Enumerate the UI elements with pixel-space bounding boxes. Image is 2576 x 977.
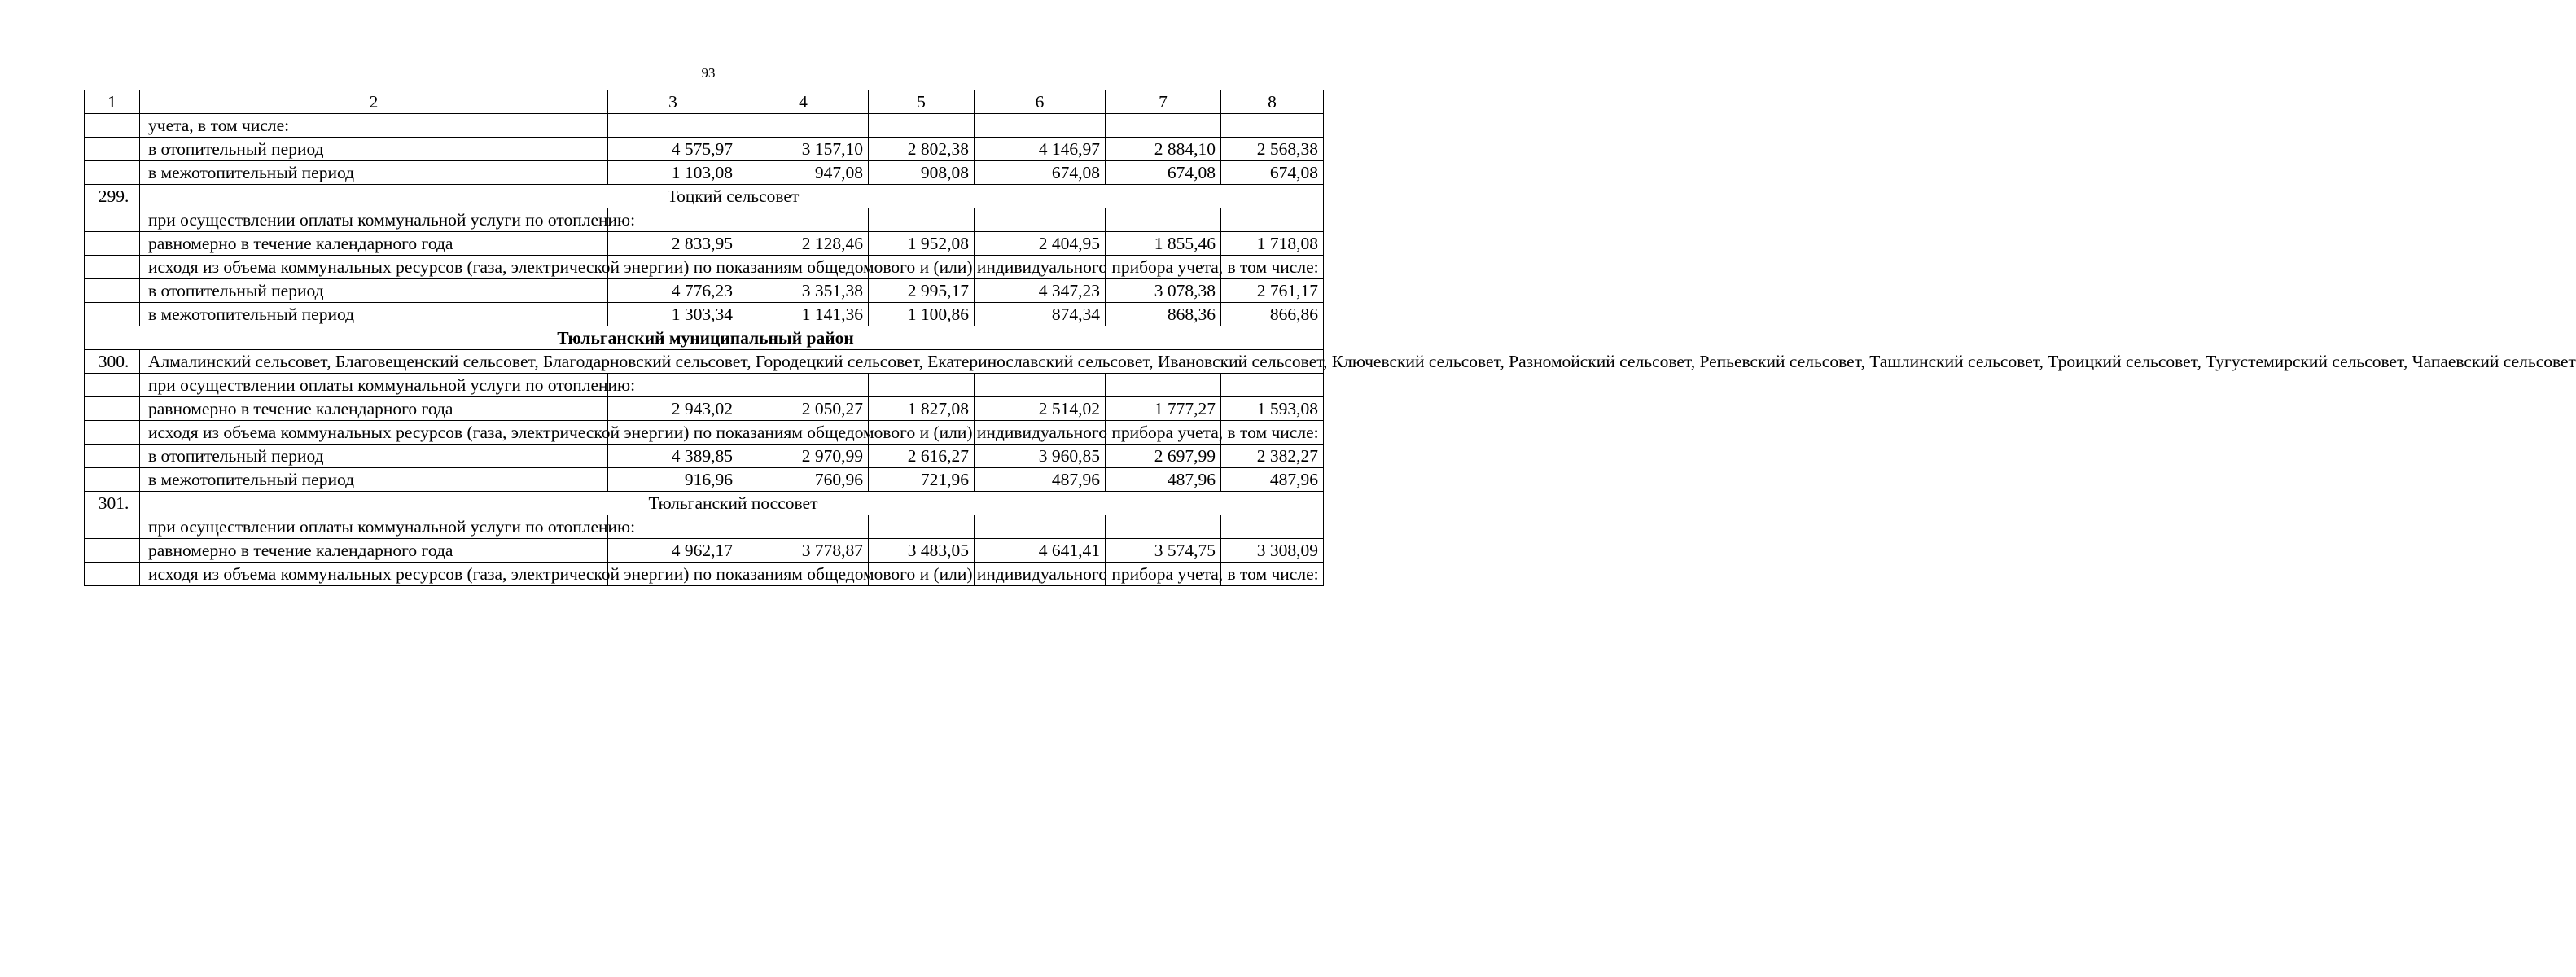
row-label: учета, в том числе:: [140, 114, 608, 138]
value-cell: 487,96: [1221, 468, 1324, 492]
header-cell: 2: [140, 90, 608, 114]
value-cell: 3 483,05: [869, 539, 975, 563]
value-cell: 674,08: [1221, 161, 1324, 185]
value-cell: [1221, 374, 1324, 397]
row-label: в отопительный период: [140, 445, 608, 468]
value-cell: 1 777,27: [1106, 397, 1221, 421]
table-row: [85, 303, 1324, 326]
row-number: [85, 232, 140, 256]
row-label: исходя из объема коммунальных ресурсов (газа, электрической энергии) по показаниям общедомового и (или) индивидуального прибора учета, в том числе:: [140, 563, 608, 586]
header-cell: 6: [975, 90, 1106, 114]
row-number: [85, 208, 140, 232]
value-cell: 3 157,10: [738, 138, 869, 161]
table-row: [85, 397, 1324, 421]
value-cell: [1106, 114, 1221, 138]
value-cell: 674,08: [975, 161, 1106, 185]
value-cell: [1221, 515, 1324, 539]
row-label: в отопительный период: [140, 279, 608, 303]
table-row: [85, 279, 1324, 303]
tariff-table: [84, 90, 2576, 586]
value-cell: 2 404,95: [975, 232, 1106, 256]
table-row: [85, 256, 1324, 279]
value-cell: 4 146,97: [975, 138, 1106, 161]
value-cell: [738, 208, 869, 232]
value-cell: 2 697,99: [1106, 445, 1221, 468]
value-cell: 2 616,27: [869, 445, 975, 468]
value-cell: 4 641,41: [975, 539, 1106, 563]
table-row: [85, 232, 1324, 256]
row-number: [85, 468, 140, 492]
section-title: Тоцкий сельсовет: [140, 185, 1324, 208]
value-cell: 1 827,08: [869, 397, 975, 421]
section-title: Тюльганский поссовет: [140, 492, 1324, 515]
header-cell: 4: [738, 90, 869, 114]
value-cell: 2 943,02: [608, 397, 738, 421]
header-cell: 3: [608, 90, 738, 114]
section-title: Алмалинский сельсовет, Благовещенский сельсовет, Благодарновский сельсовет, Городецкий сельсовет, Екатеринославский сельсовет, Ивановский сельсовет, Ключевский сельсовет, Разномойский сельсовет, Репьевский сельсовет, Ташлинский сельсовет, Троицкий сельсовет, Тугустемирский сельсовет, Чапаевский сельсовет: [140, 350, 1324, 374]
value-cell: 487,96: [1106, 468, 1221, 492]
value-cell: 3 778,87: [738, 539, 869, 563]
value-cell: 2 761,17: [1221, 279, 1324, 303]
table-row: [85, 114, 1324, 138]
header-row: [85, 90, 1324, 114]
table-row: [85, 563, 1324, 586]
row-number: [85, 515, 140, 539]
value-cell: 908,08: [869, 161, 975, 185]
value-cell: [738, 114, 869, 138]
value-cell: [738, 515, 869, 539]
value-cell: [1106, 515, 1221, 539]
table-row: [85, 445, 1324, 468]
value-cell: [975, 208, 1106, 232]
page-number: 93: [701, 65, 716, 81]
value-cell: 1 103,08: [608, 161, 738, 185]
value-cell: 760,96: [738, 468, 869, 492]
value-cell: 4 347,23: [975, 279, 1106, 303]
value-cell: 2 050,27: [738, 397, 869, 421]
table-row: [85, 421, 1324, 445]
row-label: исходя из объема коммунальных ресурсов (газа, электрической энергии) по показаниям общедомового и (или) индивидуального прибора учета, в том числе:: [140, 421, 608, 445]
value-cell: [869, 208, 975, 232]
value-cell: 2 833,95: [608, 232, 738, 256]
district-row: [85, 326, 1324, 350]
value-cell: 2 884,10: [1106, 138, 1221, 161]
value-cell: 4 962,17: [608, 539, 738, 563]
section-row: [85, 350, 1324, 374]
header-cell: 1: [85, 90, 140, 114]
value-cell: [869, 374, 975, 397]
value-cell: 2 995,17: [869, 279, 975, 303]
row-label: при осуществлении оплаты коммунальной услуги по отоплению:: [140, 208, 608, 232]
row-number: [85, 279, 140, 303]
table-row: [85, 468, 1324, 492]
table-row: [85, 374, 1324, 397]
value-cell: 1 718,08: [1221, 232, 1324, 256]
row-number: 300.: [85, 350, 140, 374]
value-cell: 3 308,09: [1221, 539, 1324, 563]
row-label: при осуществлении оплаты коммунальной услуги по отоплению:: [140, 515, 608, 539]
row-label: при осуществлении оплаты коммунальной услуги по отоплению:: [140, 374, 608, 397]
value-cell: [975, 114, 1106, 138]
row-number: [85, 303, 140, 326]
row-label: равномерно в течение календарного года: [140, 232, 608, 256]
value-cell: [1221, 208, 1324, 232]
value-cell: 2 568,38: [1221, 138, 1324, 161]
value-cell: 1 303,34: [608, 303, 738, 326]
value-cell: [975, 374, 1106, 397]
value-cell: 2 382,27: [1221, 445, 1324, 468]
row-number: 299.: [85, 185, 140, 208]
value-cell: 721,96: [869, 468, 975, 492]
value-cell: 2 128,46: [738, 232, 869, 256]
row-number: [85, 539, 140, 563]
value-cell: 3 351,38: [738, 279, 869, 303]
value-cell: 1 855,46: [1106, 232, 1221, 256]
table-row: [85, 161, 1324, 185]
row-label: в межотопительный период: [140, 161, 608, 185]
row-number: [85, 563, 140, 586]
row-label: в межотопительный период: [140, 468, 608, 492]
row-label: в межотопительный период: [140, 303, 608, 326]
value-cell: 674,08: [1106, 161, 1221, 185]
value-cell: 3 078,38: [1106, 279, 1221, 303]
table-row: [85, 539, 1324, 563]
table-row: [85, 138, 1324, 161]
value-cell: 1 952,08: [869, 232, 975, 256]
value-cell: [608, 114, 738, 138]
row-number: [85, 374, 140, 397]
row-number: [85, 256, 140, 279]
row-label: в отопительный период: [140, 138, 608, 161]
header-cell: 7: [1106, 90, 1221, 114]
row-label: равномерно в течение календарного года: [140, 397, 608, 421]
value-cell: 866,86: [1221, 303, 1324, 326]
district-title: Тюльганский муниципальный район: [85, 326, 1324, 350]
header-cell: 8: [1221, 90, 1324, 114]
row-label: равномерно в течение календарного года: [140, 539, 608, 563]
value-cell: 2 970,99: [738, 445, 869, 468]
value-cell: [975, 515, 1106, 539]
value-cell: 1 593,08: [1221, 397, 1324, 421]
row-number: [85, 445, 140, 468]
value-cell: 4 776,23: [608, 279, 738, 303]
row-number: 301.: [85, 492, 140, 515]
section-row: [85, 185, 1324, 208]
value-cell: 868,36: [1106, 303, 1221, 326]
value-cell: 1 141,36: [738, 303, 869, 326]
row-number: [85, 138, 140, 161]
value-cell: 1 100,86: [869, 303, 975, 326]
value-cell: 2 514,02: [975, 397, 1106, 421]
row-number: [85, 421, 140, 445]
value-cell: [869, 515, 975, 539]
value-cell: 4 389,85: [608, 445, 738, 468]
value-cell: 2 802,38: [869, 138, 975, 161]
value-cell: [1106, 374, 1221, 397]
table-row: [85, 515, 1324, 539]
value-cell: 3 960,85: [975, 445, 1106, 468]
value-cell: 487,96: [975, 468, 1106, 492]
value-cell: 947,08: [738, 161, 869, 185]
table-row: [85, 208, 1324, 232]
value-cell: 916,96: [608, 468, 738, 492]
value-cell: 874,34: [975, 303, 1106, 326]
row-number: [85, 397, 140, 421]
row-number: [85, 114, 140, 138]
value-cell: [738, 374, 869, 397]
row-number: [85, 161, 140, 185]
value-cell: [869, 114, 975, 138]
header-cell: 5: [869, 90, 975, 114]
value-cell: 4 575,97: [608, 138, 738, 161]
value-cell: [1106, 208, 1221, 232]
row-label: исходя из объема коммунальных ресурсов (газа, электрической энергии) по показаниям общедомового и (или) индивидуального прибора учета, в том числе:: [140, 256, 608, 279]
section-row: [85, 492, 1324, 515]
value-cell: [1221, 114, 1324, 138]
value-cell: 3 574,75: [1106, 539, 1221, 563]
